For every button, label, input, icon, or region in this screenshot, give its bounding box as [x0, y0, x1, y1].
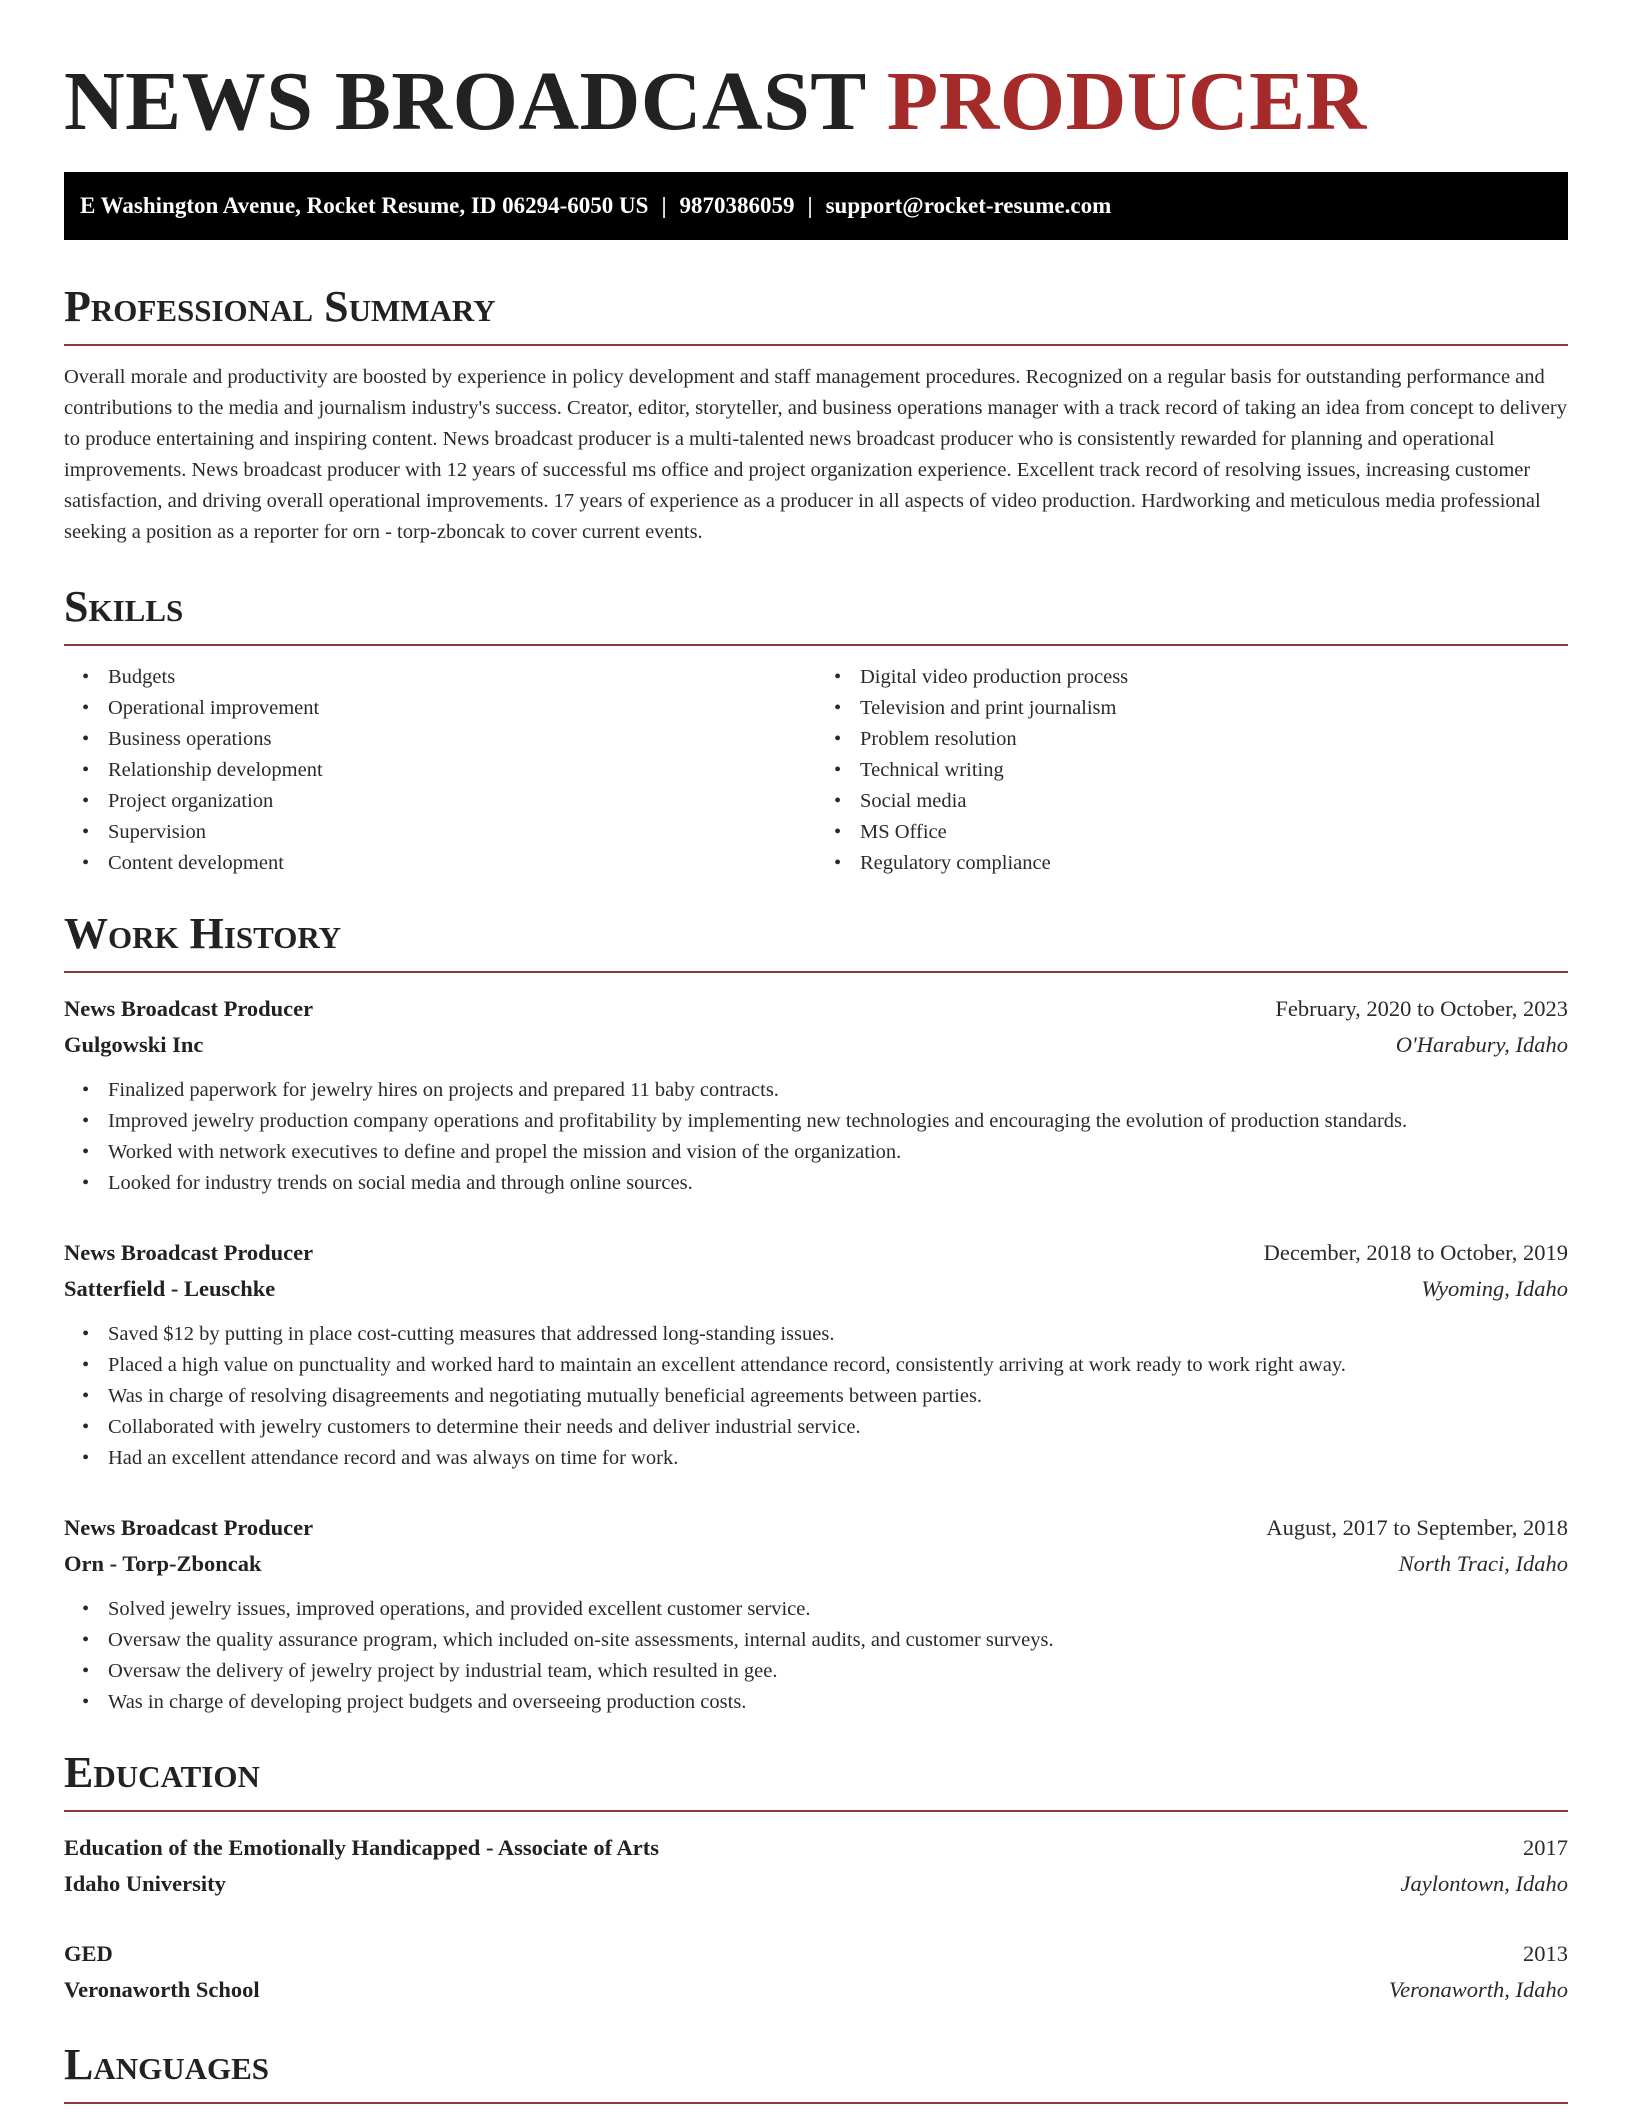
job-company: Satterfield - Leuschke: [64, 1276, 276, 1301]
job-title: News Broadcast Producer: [64, 1515, 314, 1540]
job-location: North Traci, Idaho: [1398, 1551, 1568, 1576]
job-company: Gulgowski Inc: [64, 1032, 204, 1057]
section-title-languages: Languages: [64, 2040, 1568, 2104]
education-degree: Education of the Emotionally Handicapped - Associate of Arts: [64, 1835, 660, 1860]
job-bullet: • Saved $12 by putting in place cost-cutting measures that addressed long-standing issues.: [108, 1319, 1568, 1350]
job-entry: [64, 1510, 1568, 1718]
skill-item: • Technical writing: [860, 755, 1568, 786]
skill-item: • Budgets: [108, 662, 816, 693]
job-location: O'Harabury, Idaho: [1395, 1032, 1568, 1057]
contact-separator: |: [807, 193, 813, 218]
job-entry: [64, 991, 1568, 1199]
contact-phone: 9870386059: [679, 193, 795, 218]
education-entry: [64, 1936, 1568, 2008]
job-company-row: [64, 1271, 1568, 1307]
education-school-row: [64, 1972, 1568, 2008]
job-title: News Broadcast Producer: [64, 996, 314, 1021]
summary-text: Overall morale and productivity are boosted by experience in policy development and staff management procedures. Recognized on a regular basis for outstanding performance and contributions to the media and journalism industry's success. Creator, editor, storyteller, and business operations manager with a track record of taking an idea from concept to delivery to produce entertaining and inspiring content. News broadcast producer is a multi-talented news broadcast producer who is consistently rewarded for planning and operational improvements. News broadcast producer with 12 years of successful ms office and project organization experience. Excellent track record of resolving issues, increasing customer satisfaction, and driving overall operational improvements. 17 years of experience as a producer in all aspects of video production. Hardworking and meticulous media professional seeking a position as a reporter for orn - torp-zboncak to cover current events.: [64, 366, 1567, 543]
skill-item: • Content development: [108, 848, 816, 879]
education-location: Jaylontown, Idaho: [1400, 1871, 1568, 1896]
education-school: Idaho University: [64, 1871, 226, 1896]
education-degree: GED: [64, 1941, 113, 1966]
education-degree-row: [64, 1830, 1568, 1866]
job-dates: August, 2017 to September, 2018: [1266, 1515, 1568, 1540]
job-location: Wyoming, Idaho: [1421, 1276, 1568, 1301]
job-bullets: [64, 1075, 1568, 1199]
work-history-section: [64, 909, 1568, 1718]
job-header-row: [64, 991, 1568, 1027]
education-entry: [64, 1830, 1568, 1902]
job-dates: February, 2020 to October, 2023: [1275, 996, 1568, 1021]
skill-item: • Relationship development: [108, 755, 816, 786]
resume-name: [64, 0, 1568, 148]
skills-list-right: [816, 662, 1568, 879]
contact-bar: [64, 172, 1568, 240]
job-bullet: • Placed a high value on punctuality and worked hard to maintain an excellent attendance record, consistently arriving at work ready to work right away.: [108, 1350, 1568, 1381]
skill-item: • Project organization: [108, 786, 816, 817]
job-bullets: [64, 1319, 1568, 1474]
section-title-skills: Skills: [64, 582, 1568, 646]
skills-list-left: [64, 662, 816, 879]
job-bullet: • Collaborated with jewelry customers to determine their needs and deliver industrial service.: [108, 1412, 1568, 1443]
job-bullet: • Oversaw the delivery of jewelry project by industrial team, which resulted in gee.: [108, 1656, 1568, 1687]
job-company-row: [64, 1546, 1568, 1582]
job-bullet: • Oversaw the quality assurance program, which included on-site assessments, internal audits, and customer surveys.: [108, 1625, 1568, 1656]
job-bullet: • Was in charge of resolving disagreements and negotiating mutually beneficial agreements between parties.: [108, 1381, 1568, 1412]
job-bullets: [64, 1594, 1568, 1718]
job-dates: December, 2018 to October, 2019: [1263, 1240, 1568, 1265]
skill-item: • Problem resolution: [860, 724, 1568, 755]
name-first: NEWS BROADCAST: [64, 55, 866, 148]
contact-email: support@rocket-resume.com: [825, 193, 1112, 218]
education-year: 2017: [1523, 1835, 1568, 1860]
education-year: 2013: [1523, 1941, 1568, 1966]
job-header-row: [64, 1510, 1568, 1546]
skill-item: • Regulatory compliance: [860, 848, 1568, 879]
education-degree-row: [64, 1936, 1568, 1972]
skill-item: • Social media: [860, 786, 1568, 817]
skill-item: • MS Office: [860, 817, 1568, 848]
skill-item: • Supervision: [108, 817, 816, 848]
job-company: Orn - Torp-Zboncak: [64, 1551, 262, 1576]
job-entry: [64, 1235, 1568, 1474]
education-school-row: [64, 1866, 1568, 1902]
job-bullet: • Solved jewelry issues, improved operations, and provided excellent customer service.: [108, 1594, 1568, 1625]
name-last: PRODUCER: [886, 55, 1367, 148]
job-header-row: [64, 1235, 1568, 1271]
section-title-work-history: Work History: [64, 909, 1568, 973]
contact-separator: |: [661, 193, 667, 218]
skill-item: • Television and print journalism: [860, 693, 1568, 724]
skills-columns: [64, 662, 1568, 879]
summary-section: [64, 282, 1568, 548]
skill-item: • Business operations: [108, 724, 816, 755]
section-title-education: Education: [64, 1748, 1568, 1812]
job-bullet: • Had an excellent attendance record and was always on time for work.: [108, 1443, 1568, 1474]
languages-section: [64, 2040, 1568, 2104]
job-company-row: [64, 1027, 1568, 1063]
skill-item: • Operational improvement: [108, 693, 816, 724]
section-title-summary: Professional Summary: [64, 282, 1568, 346]
job-bullet: • Improved jewelry production company operations and profitability by implementing new technologies and encouraging the evolution of production standards.: [108, 1106, 1568, 1137]
resume-page: [64, 0, 1568, 2104]
education-school: Veronaworth School: [64, 1977, 260, 2002]
job-bullet: • Looked for industry trends on social media and through online sources.: [108, 1168, 1568, 1199]
education-section: [64, 1748, 1568, 2008]
job-title: News Broadcast Producer: [64, 1240, 314, 1265]
contact-address: E Washington Avenue, Rocket Resume, ID 06294-6050 US: [80, 193, 649, 218]
job-bullet: • Was in charge of developing project budgets and overseeing production costs.: [108, 1687, 1568, 1718]
job-bullet: • Finalized paperwork for jewelry hires on projects and prepared 11 baby contracts.: [108, 1075, 1568, 1106]
job-bullet: • Worked with network executives to define and propel the mission and vision of the organization.: [108, 1137, 1568, 1168]
skill-item: • Digital video production process: [860, 662, 1568, 693]
education-location: Veronaworth, Idaho: [1388, 1977, 1568, 2002]
skills-section: [64, 582, 1568, 879]
